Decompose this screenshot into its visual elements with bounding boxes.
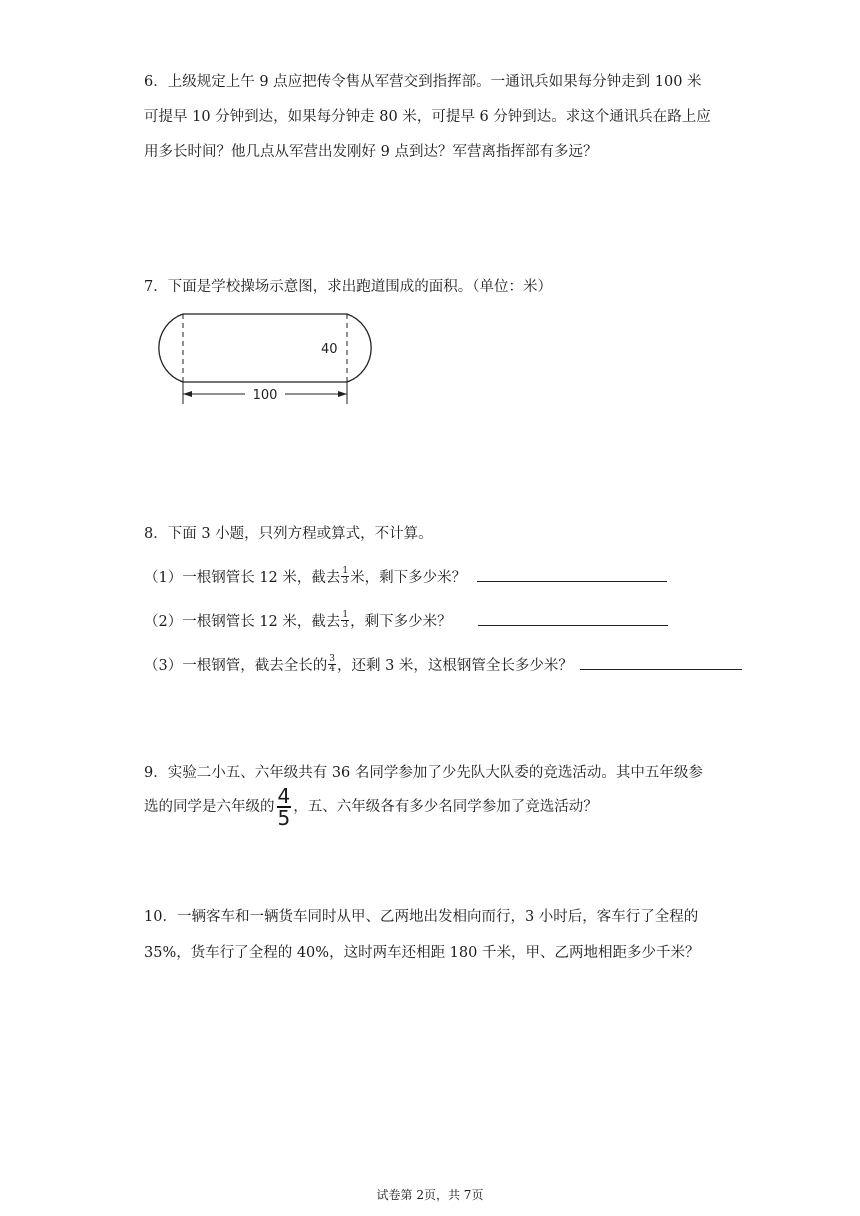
question-10-line-1: 10．一辆客车和一辆货车同时从甲、乙两地出发相向而行，3 小时后，客车行了全程的: [144, 909, 699, 925]
question-6-line-2: 可提早 10 分钟到达，如果每分钟走 80 米，可提早 6 分钟到达。求这个通讯兵在路上应: [144, 109, 711, 125]
sub-2-fraction: [341, 611, 349, 630]
sub-1-frac-den: 3: [342, 575, 349, 586]
question-8-sub-2: [144, 610, 668, 632]
sub-1-suffix: 米，剩下多少米？: [350, 570, 467, 586]
page-footer: 试卷第 2页，共 7页: [376, 1188, 484, 1202]
question-8-text: 8．下面 3 小题，只列方程或算式，不计算。: [144, 526, 433, 542]
question-7-text: 7．下面是学校操场示意图，求出跑道围成的面积。（单位：米）: [144, 279, 552, 295]
sub-2-suffix: ，剩下多少米？: [350, 614, 452, 630]
question-6-line-1: 6．上级规定上午 9 点应把传令售从军营交到指挥部。一通讯兵如果每分钟走到 100 米: [144, 74, 702, 90]
question-9-frac-den: 5: [277, 806, 291, 830]
question-8-sub-3: [144, 654, 742, 676]
width-label: 40: [321, 342, 338, 357]
question-10-line-2: 35%，货车行了全程的 40%，这时两车还相距 180 千米，甲、乙两地相距多少千米？: [144, 945, 700, 961]
sub-1-frac-num: 1: [342, 565, 349, 576]
question-9-line-2-suffix: ，五、六年级各有多少名同学参加了竞选活动？: [293, 799, 598, 815]
sub-3-suffix: ，还剩 3 米，这根钢管全长多少米？: [336, 658, 573, 674]
sub-3-fraction: [328, 655, 336, 674]
sub-2-frac-num: 1: [342, 609, 349, 620]
sub-3-frac-num: 3: [329, 653, 335, 664]
question-6-line-3: 用多长时间？他几点从军营出发刚好 9 点到达？军营离指挥部有多远？: [144, 144, 598, 160]
question-9-line-1: 9．实验二小五、六年级共有 36 名同学参加了少先队大队委的竞选活动。其中五年级参: [144, 765, 703, 781]
sub-3-prefix: （3）一根钢管，截去全长的: [144, 658, 328, 674]
question-9-frac-num: 4: [277, 784, 291, 808]
question-9-line-2: [144, 786, 598, 828]
playground-diagram: [145, 306, 385, 408]
right-arrow-icon: [338, 391, 347, 397]
question-9-line-2-prefix: 选的同学是六年级的: [144, 799, 275, 815]
length-label: 100: [252, 388, 278, 403]
left-arrow-icon: [183, 391, 192, 397]
running-track-outline: [159, 314, 371, 382]
answer-blank-1[interactable]: [477, 567, 667, 582]
sub-2-prefix: （2）一根钢管长 12 米，截去: [144, 614, 341, 630]
question-8-sub-1: [144, 566, 667, 588]
sub-1-fraction: [341, 567, 349, 586]
answer-blank-3[interactable]: [580, 655, 742, 670]
answer-blank-2[interactable]: [478, 611, 668, 626]
sub-2-frac-den: 3: [342, 619, 349, 630]
question-9-fraction: [277, 786, 292, 828]
sub-3-frac-den: 4: [329, 663, 335, 674]
sub-1-prefix: （1）一根钢管长 12 米，截去: [144, 570, 341, 586]
